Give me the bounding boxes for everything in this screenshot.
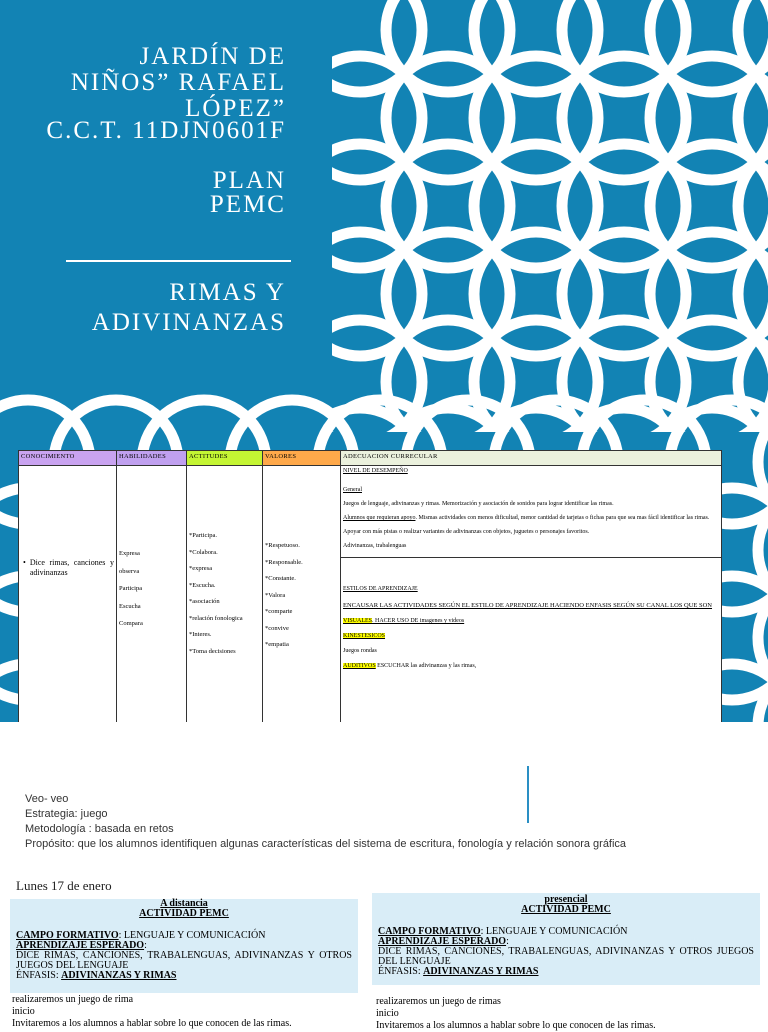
- encausar-text: ENCAUSAR LAS ACTIVIDADES SEGÚN EL ESTILO DE APRENDIZAJE HACIENDO ENFASIS SEGÚN SU CANAL LOS QUE SON: [343, 602, 713, 609]
- notes-line: realizaremos un juego de rimas: [376, 996, 501, 1007]
- list-item: Participa: [119, 585, 143, 592]
- aprendizaje-text: DICE RIMAS, CANCIONES, TRABALENGUAS, ADIVINANZAS Y OTROS JUEGOS DEL LENGUAJE: [16, 950, 352, 971]
- list-item: *asociación: [189, 598, 220, 605]
- activity-notes-presencial: [376, 996, 656, 1032]
- table-header-row: [19, 451, 722, 466]
- panel-title: [10, 899, 358, 919]
- title-slide: [0, 0, 768, 432]
- apoyo-text: . Mismas actividades con menos dificultad, menor cantidad de tarjetas o fichas para que sea mas fácil identificar las rimas.: [415, 515, 710, 521]
- adecuacion-estilos-section: [343, 586, 719, 670]
- auditivos-label: AUDITIVOS: [343, 663, 376, 669]
- panel-activity: ACTIVIDAD PEMC: [521, 904, 611, 915]
- activity-page: [0, 722, 768, 1031]
- enfasis-label: ÉNFASIS:: [378, 966, 424, 977]
- activity-notes-distancia: [12, 994, 292, 1030]
- visuales-paragraph: [343, 618, 719, 625]
- notes-line: realizaremos un juego de rima: [12, 994, 134, 1005]
- list-item: observa: [119, 567, 140, 575]
- list-item: *Valora: [265, 591, 286, 599]
- list-item: Expresa: [119, 550, 140, 557]
- panel-title: [372, 893, 760, 915]
- general-label: General: [343, 487, 362, 493]
- header-adecuacion: ADECUACION CURRECULAR: [341, 451, 722, 466]
- list-item: *Colabora.: [189, 548, 218, 556]
- conocimiento-item: [23, 558, 114, 578]
- estilos-heading: ESTILOS DE APRENDIZAJE: [343, 586, 418, 592]
- list-item: *Interes.: [189, 631, 212, 638]
- aprendizaje-label: APRENDIZAJE ESPERADO: [378, 936, 507, 947]
- header-valores: VALORES: [263, 451, 341, 466]
- visuales-label: VISUALES: [343, 618, 373, 624]
- list-item: *expresa: [189, 565, 213, 572]
- list-item: *relación fonologica: [189, 614, 243, 622]
- school-cct: C.C.T. 11DJN0601F: [46, 117, 286, 144]
- intro-line-metodologia: Metodología : basada en retos: [25, 823, 174, 835]
- list-item: *Respetuoso.: [265, 542, 300, 549]
- visuales-text: . HACER USO DE imagenes y videos: [372, 618, 465, 624]
- list-item: *convive: [265, 624, 289, 632]
- aprendizaje-label: APRENDIZAJE ESPERADO: [16, 940, 145, 951]
- plan-line-2: PEMC: [209, 191, 286, 218]
- adivinanzas-text: Adivinanzas, trabalenguas: [343, 543, 407, 549]
- general-text: Juegos de lenguaje, adivinanzas y rimas. Memorización y asociación de sonidos para lograr identificar las rimas.: [343, 501, 614, 507]
- kinestesicos-label: KINESTESICOS: [343, 633, 386, 639]
- enfasis-value: ADIVINANZAS Y RIMAS: [61, 970, 177, 981]
- auditivos-paragraph: [343, 663, 719, 670]
- header-habilidades: HABILIDADES: [117, 451, 187, 466]
- list-item: *empatia: [265, 641, 289, 648]
- panel-body: [372, 927, 760, 977]
- list-item: *Escucha.: [189, 581, 216, 589]
- topic-line-1: RIMAS Y: [169, 279, 286, 306]
- activity-panel-distancia: [10, 899, 358, 993]
- auditivos-text: ESCUCHAR las adivinanzas y las rimas,: [375, 663, 477, 669]
- apoyar-text: Apoyar con más pistas o realizar variantes de adivinanzas con objetos, juguetes o personajes favoritos.: [343, 529, 590, 535]
- panel-mode: presencial: [544, 894, 588, 905]
- list-item: Escucha: [119, 602, 141, 610]
- notes-line: Invitaremos a los alumnos a hablar sobre lo que conocen de las rimas.: [376, 1020, 656, 1031]
- list-item: *comparte: [265, 608, 293, 615]
- enfasis-label: ÉNFASIS:: [16, 970, 62, 981]
- header-conocimiento: CONOCIMIENTO: [19, 451, 117, 466]
- intro-line-estrategia: Estrategia: juego: [25, 808, 108, 820]
- topic-line-2: ADIVINANZAS: [91, 309, 286, 336]
- nivel-heading: NIVEL DE DESEMPEÑO: [343, 468, 408, 474]
- panel-activity: ACTIVIDAD PEMC: [139, 908, 229, 919]
- aprendizaje-colon: :: [506, 936, 509, 947]
- adecuacion-nivel-section: [343, 468, 719, 550]
- table-slide: [0, 432, 768, 722]
- campo-value: : LENGUAJE Y COMUNICACIÓN: [480, 926, 628, 937]
- campo-value: : LENGUAJE Y COMUNICACIÓN: [118, 930, 266, 941]
- campo-label: CAMPO FORMATIVO: [16, 930, 119, 941]
- juegos-text: Juegos rondas: [343, 648, 377, 654]
- plan-line-1: PLAN: [212, 167, 286, 194]
- header-actitudes: ACTITUDES: [187, 451, 263, 466]
- aprendizaje-text: DICE RIMAS, CANCIONES, TRABALENGUAS, ADIVINANZAS Y OTROS JUEGOS DEL LENGUAJE: [378, 946, 754, 967]
- school-name-line-3: LÓPEZ”: [185, 95, 286, 122]
- school-name-line-1: JARDÍN DE: [139, 43, 286, 70]
- circle-lattice-pattern: [332, 0, 768, 432]
- list-item: *Toma decisiones: [189, 647, 236, 655]
- date-heading: Lunes 17 de enero: [16, 878, 112, 893]
- intro-block: [25, 792, 626, 852]
- bullet-icon: •: [23, 558, 26, 567]
- notes-line: inicio: [12, 1006, 35, 1017]
- notes-line: inicio: [376, 1008, 399, 1019]
- list-item: Compara: [119, 620, 143, 627]
- list-item: *Participa.: [189, 532, 217, 539]
- pemc-table-container: [18, 450, 721, 760]
- apoyo-paragraph: [343, 515, 719, 522]
- activity-panel-presencial: [372, 893, 760, 985]
- panel-mode: A distancia: [160, 898, 208, 909]
- enfasis-value: ADIVINANZAS Y RIMAS: [423, 966, 539, 977]
- aprendizaje-colon: :: [144, 940, 147, 951]
- intro-line-veo: Veo- veo: [25, 793, 69, 805]
- pemc-table: [18, 450, 722, 767]
- list-item: *Constante.: [265, 575, 296, 582]
- title-divider: [66, 260, 291, 262]
- list-item: *Responsable.: [265, 558, 303, 566]
- panel-body: [10, 931, 358, 981]
- conocimiento-text: Dice rimas, canciones y adivinanzas: [29, 558, 114, 577]
- adecuacion-divider: [341, 557, 721, 558]
- apoyo-label: Alumnos que requieran apoyo: [343, 515, 416, 521]
- intro-line-proposito: Propósito: que los alumnos identifiquen algunas características del sistema de escritura, fonología y relación sonora gráfica: [25, 838, 627, 850]
- notes-line: Invitaremos a los alumnos a hablar sobre lo que conocen de las rimas.: [12, 1018, 292, 1029]
- campo-label: CAMPO FORMATIVO: [378, 926, 481, 937]
- school-name-line-2: NIÑOS” RAFAEL: [70, 69, 286, 96]
